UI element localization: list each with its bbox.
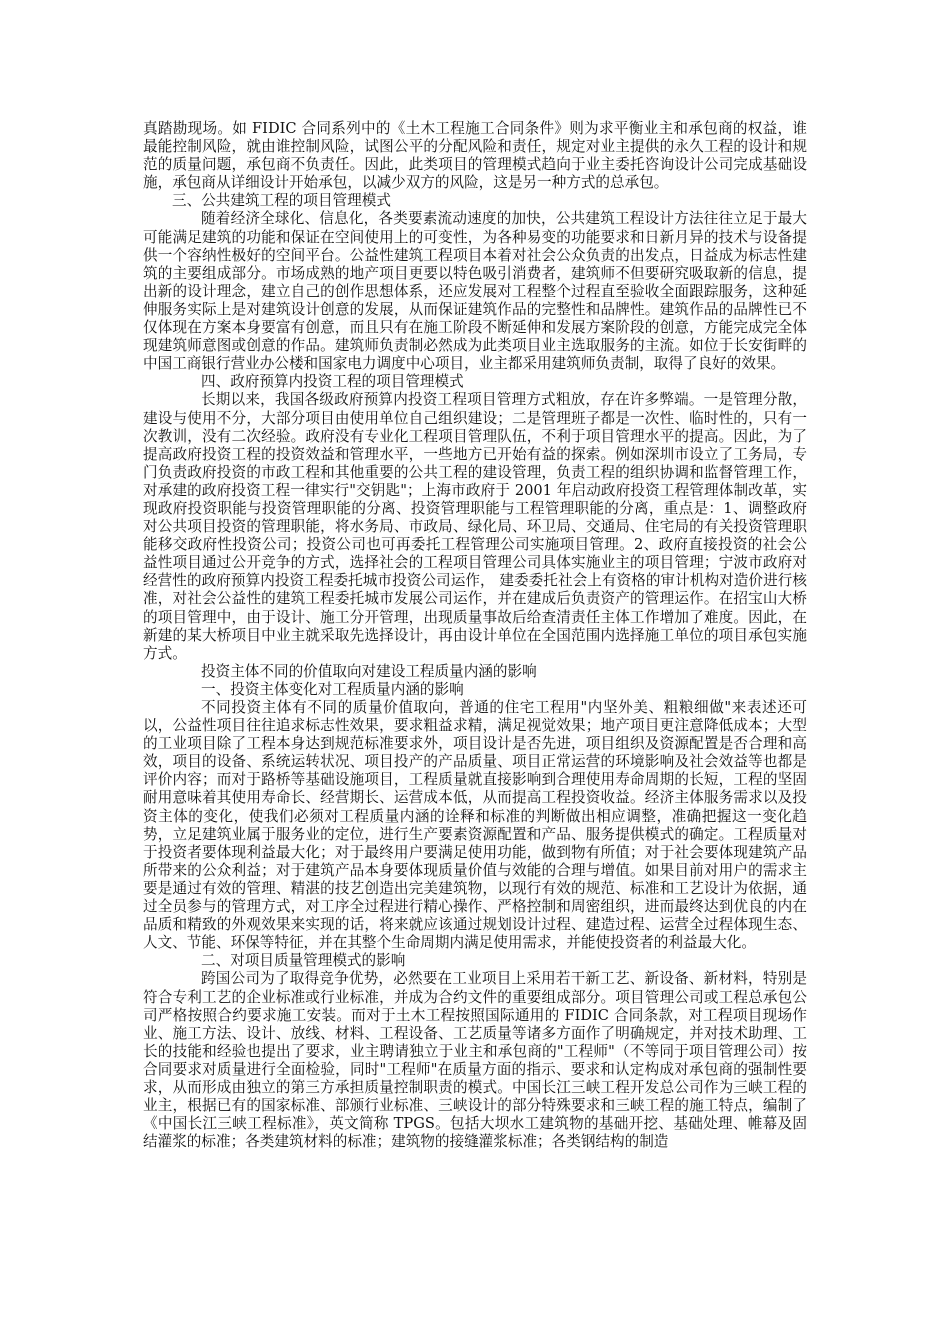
document-body — [143, 120, 807, 1151]
paragraph-public-buildings: 随着经济全球化、信息化，各类要素流动速度的加快，公共建筑工程设计方法往往立足于最大可能满足建筑的功能和保证在空间使用上的可变性，为各种易变的功能要求和日新月异的技术与设备提供一个容纳性极好的空间平台。公益性建筑工程项目本着对社会公众负责的出发点，日益成为标志性建筑的主要组成部分。市场成熟的地产项目更要以特色吸引消费者，建筑师不但要研究吸取新的信息，提出新的设计理念，建立自己的创作思想体系，还应发展对工程整个过程直至验收全面跟踪服务，这种延伸服务实际上是对建筑设计创意的发展，从而保证建筑作品的完整性和品牌性。建筑作品的品牌性已不仅体现在方案本身要富有创意，而且只有在施工阶段不断延伸和发展方案阶段的创意，方能完成完全体现建筑师意图或创意的作品。建筑师负责制必然成为此类项目业主选取服务的主流。如位于长安街畔的中国工商银行营业办公楼和国家电力调度中心项目，业主都采用建筑师负责制，取得了良好的效果。 — [143, 210, 807, 373]
paragraph-quality-management-model: 跨国公司为了取得竞争优势，必然要在工业项目上采用若干新工艺、新设备、新材料，特别是符合专利工艺的企业标准或行业标准，并成为合约文件的重要组成部分。项目管理公司或工程总承包公司严格按照合约要求施工安装。而对于土木工程按照国际通用的 FIDIC 合同条款，对工程项目现场作业、施工方法、设计、放线、材料、工程设备、工艺质量等诸多方面作了明确规定，并对技术助理、工长的技能和经验也提出了要求，业主聘请独立于业主和承包商的"工程师"（不等同于项目管理公司）按合同要求对质量进行全面检验，同时"工程师"在质量方面的指示、要求和认定构成对承包商的强制性要求，从而形成由独立的第三方承担质量控制职责的模式。中国长江三峡工程开发总公司作为三峡工程的业主，根据已有的国家标准、部颁行业标准、三峡设计的部分特殊要求和三峡工程的施工特点，编制了《中国长江三峡工程标准》，英文简称 TPGS。包括大坝水工建筑物的基础开挖、基础处理、帷幕及固结灌浆的标准；各类建筑材料的标准；建筑物的接缝灌浆标准；各类钢结构的制造 — [143, 970, 807, 1151]
paragraph-continuation: 真踏勘现场。如 FIDIC 合同系列中的《土木工程施工合同条件》则为求平衡业主和承包商的权益，谁最能控制风险，就由谁控制风险，试图公平的分配风险和责任，规定对业主提供的永久工程的设计和规范的质量问题，承包商不负责任。因此，此类项目的管理模式趋向于业主委托咨询设计公司完成基础设施，承包商从详细设计开始承包，以减少双方的风险，这是另一种方式的总承包。 — [143, 120, 807, 192]
chapter-heading: 投资主体不同的价值取向对建设工程质量内涵的影响 — [201, 662, 537, 680]
section-heading-1: 一、投资主体变化对工程质量内涵的影响 — [201, 680, 464, 698]
section-heading-3: 三、公共建筑工程的项目管理模式 — [172, 192, 391, 210]
paragraph-government-investment: 长期以来，我国各级政府预算内投资工程项目管理方式粗放，存在许多弊端。一是管理分散，建设与使用不分，大部分项目由使用单位自己组织建设；二是管理班子都是一次性、临时性的，只有一次教训，没有二次经验。政府没有专业化工程项目管理队伍，不利于项目管理水平的提高。因此，为了提高政府投资工程的投资效益和管理水平，一些地方已开始有益的探索。例如深圳市设立了工务局，专门负责政府投资的市政工程和其他重要的公共工程的建设管理，负责工程的组织协调和监督管理工作，对承建的政府投资工程一律实行"交钥匙"；上海市政府于 2001 年启动政府投资工程管理体制改革，实现政府投资职能与投资管理职能的分离、投资管理职能与工程管理职能的分离，重点是：1、调整政府对公共项目投资的管理职能，将水务局、市政局、绿化局、环卫局、交通局、住宅局的有关投资管理职能移交政府性投资公司；投资公司也可再委托工程管理公司实施项目管理。2、政府直接投资的社会公益性项目通过公开竞争的方式，选择社会的工程项目管理公司具体实施业主的项目管理；宁波市政府对经营性的政府预算内投资工程委托城市投资公司运作， 建委委托社会上有资格的审计机构对造价进行核准，对社会公益性的建筑工程委托城市发展公司运作，并在建成后负责资产的管理运作。在招宝山大桥的项目管理中，由于设计、施工分开管理，出现质量事故后给查清责任主体工作增加了难度。因此，在新建的某大桥项目中业主就采取先选择设计，再由设计单位在全国范围内选择施工单位的项目承包实施方式。 — [143, 391, 807, 662]
section-heading-2: 二、对项目质量管理模式的影响 — [201, 952, 406, 970]
paragraph-quality-connotation: 不同投资主体有不同的质量价值取向，普通的住宅工程用"内坚外美、粗粮细做"来表述还可以，公益性项目往往追求标志性效果，要求粗益求精，满足视觉效果；地产项目更注意降低成本；大型的工业项目除了工程本身达到规范标准要求外，项目设计是否先进，项目组织及资源配置是否合理和高效，项目的设备、系统运转状况、项目投产的产品质量、项目正常运营的环境影响及社会效益等也都是评价内容；而对于路桥等基础设施项目，工程质量就直接影响到合理使用寿命周期的长短，工程的坚固耐用意味着其使用寿命长、经营期长、运营成本低，从而提高工程投资收益。经济主体服务需求以及投资主体的变化，使我们必须对工程质量内涵的诠释和标准的判断做出相应调整，准确把握这一变化趋势，立足建筑业属于服务业的定位，进行生产要素资源配置和产品、服务提供模式的确定。工程质量对于投资者要体现利益最大化；对于最终用户要满足使用功能，做到物有所值；对于社会要体现建筑产品所带来的公众利益；对于建筑产品本身要体现质量价值与效能的合理与增值。如果目前对用户的需求主要是通过有效的管理、精湛的技艺创造出完美建筑物，以现行有效的规范、标准和工艺设计为依据，通过全员参与的管理方式，对工序全过程进行精心操作、严格控制和周密组织，进而最终达到优良的内在品质和精致的外观效果来实现的话，将来就应该通过规划设计过程、建造过程、运营全过程体现生态、人文、节能、环保等特征，并在其整个生命周期内满足使用需求，并能使投资者的利益最大化。 — [143, 699, 807, 952]
section-heading-4: 四、政府预算内投资工程的项目管理模式 — [201, 373, 464, 391]
